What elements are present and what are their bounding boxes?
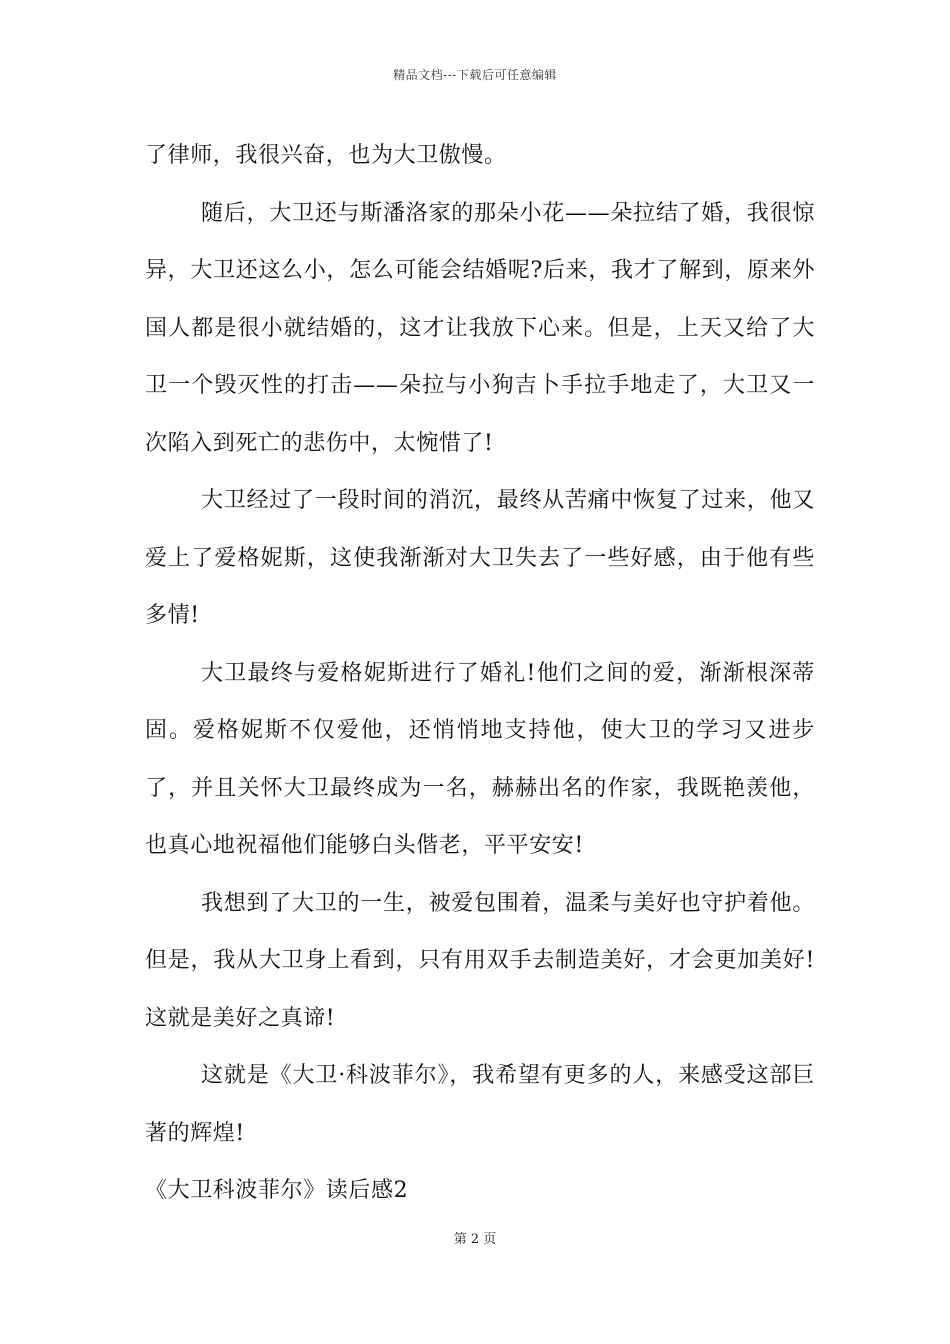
paragraph-4: 大卫最终与爱格妮斯进行了婚礼!他们之间的爱，渐渐根深蒂固。爱格妮斯不仅爱他，还悄悄地支持他，使大卫的学习又进步了，并且关怀大卫最终成为一名，赫赫出名的作家，我既艳羡他，也真心地祝福他们能够白头偕老，平平安安! — [145, 660, 815, 858]
document-body — [145, 127, 815, 1220]
page-number: 第 2 页 — [453, 1232, 497, 1247]
paragraph-3: 大卫经过了一段时间的消沉，最终从苦痛中恢复了过来，他又爱上了爱格妮斯，这使我渐渐对大卫失去了一些好感，由于他有些多情! — [145, 488, 815, 628]
paragraph-1: 了律师，我很兴奋，也为大卫傲慢。 — [145, 143, 507, 168]
page-header: 精品文档---下载后可任意编辑 — [393, 68, 557, 82]
section-title: 《大卫科波菲尔》读后感2 — [145, 1178, 409, 1203]
paragraph-5: 我想到了大卫的一生，被爱包围着，温柔与美好也守护着他。但是，我从大卫身上看到，只有用双手去制造美好，才会更加美好!这就是美好之真谛! — [145, 890, 815, 1031]
paragraph-2: 随后，大卫还与斯潘洛家的那朵小花——朵拉结了婚，我很惊异，大卫还这么小，怎么可能会结婚呢?后来，我才了解到，原来外国人都是很小就结婚的，这才让我放下心来。但是，上天又给了大卫一个毁灭性的打击——朵拉与小狗吉卜手拉手地走了，大卫又一次陷入到死亡的悲伤中，太惋惜了! — [145, 200, 815, 456]
paragraph-6: 这就是《大卫·科波菲尔》，我希望有更多的人，来感受这部巨著的辉煌! — [145, 1063, 815, 1146]
